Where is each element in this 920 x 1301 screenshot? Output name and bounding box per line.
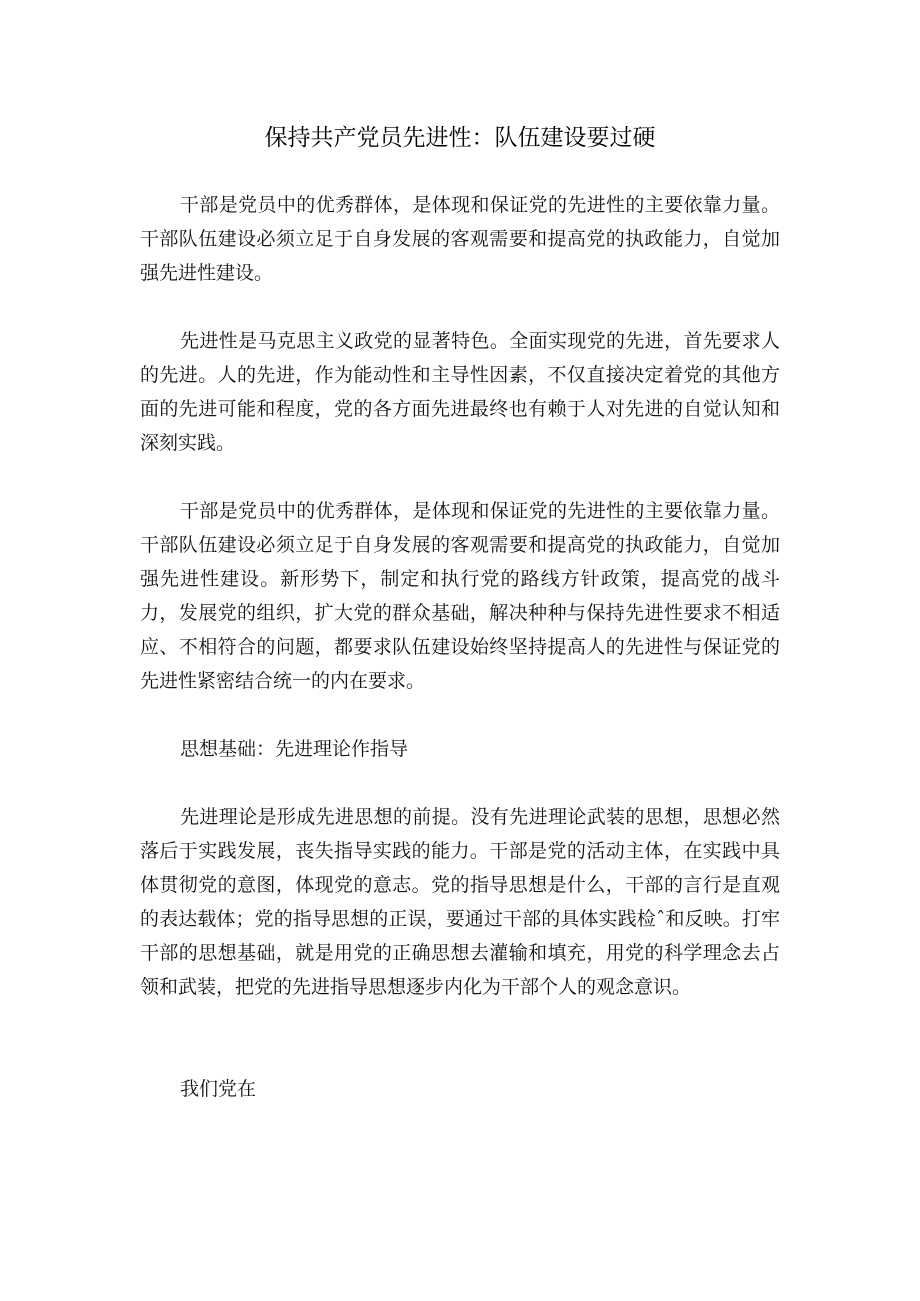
section-heading-ideological-foundation: 思想基础：先进理论作指导 [180,738,409,760]
paragraph-our-party: 我们党在 [180,1078,257,1100]
document-title: 保持共产党员先进性：队伍建设要过硬 [264,125,656,151]
paragraph-advanced-theory: 先进理论是形成先进思想的前提。没有先进理论武装的思想，思想必然落后于实践发展，丧失指导实践的能力。干部是党的活动主体，在实践中具体贯彻党的意图，体现党的意志。党的指导思想是什么，干部的言行是直观的表达载体；党的指导思想的正误，要通过干部的具体实践检ˆ和反映。打牢干部的思想基础，就是用党的正确思想去灌输和填充，用党的科学理念去占领和武装，把党的先进指导思想逐步内化为干部个人的观念意识。 [140,806,780,998]
paragraph-cadre-intro: 干部是党员中的优秀群体，是体现和保证党的先进性的主要依靠力量。干部队伍建设必须立足于自身发展的客观需要和提高党的执政能力，自觉加强先进性建设。 [140,194,780,284]
paragraph-cadre-new-situation: 干部是党员中的优秀群体，是体现和保证党的先进性的主要依靠力量。干部队伍建设必须立足于自身发展的客观需要和提高党的执政能力，自觉加强先进性建设。新形势下，制定和执行党的路线方针政策，提高党的战斗力，发展党的组织，扩大党的群众基础，解决种种与保持先进性要求不相适应、不相符合的问题，都要求队伍建设始终坚持提高人的先进性与保证党的先进性紧密结合统一的内在要求。 [140,500,780,692]
paragraph-advancement: 先进性是马克思主义政党的显著特色。全面实现党的先进，首先要求人的先进。人的先进，作为能动性和主导性因素，不仅直接决定着党的其他方面的先进可能和程度，党的各方面先进最终也有赖于人对先进的自觉认知和深刻实践。 [140,330,780,454]
